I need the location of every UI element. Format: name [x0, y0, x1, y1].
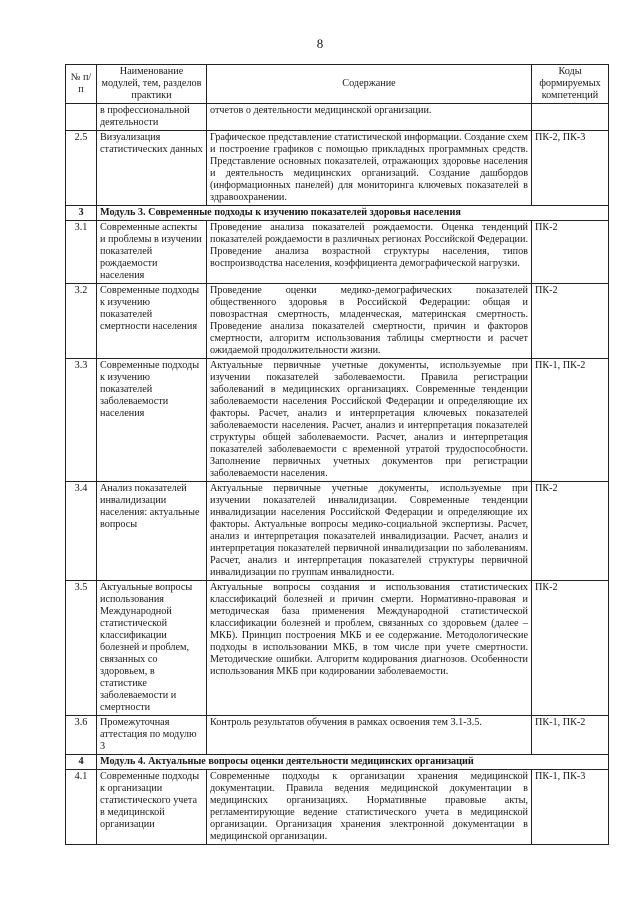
row-number: 3.5	[66, 581, 97, 716]
topic-content: Графическое представление статистической информации. Создание схем и построение графиков с помощью прикладных программных средств. Представление основных показателей, отражающих здоровье населения и деятельность медицинских организаций. Создание дашбордов (информационных панелей) для мониторинга ключевых показателей в здравоохранении.	[207, 131, 532, 206]
header-codes: Коды формируемых компетенций	[532, 65, 609, 104]
topic-name: в профессиональной деятельности	[97, 104, 207, 131]
topic-content: Современные подходы к организации хранения медицинской документации. Правила ведения медицинской документации в медицинских организациях. Нормативные правовые акты, регламентирующие ведение статистического учета в медицинской организации. Организация хранения электронной документации в медицинской организации.	[207, 770, 532, 845]
table-row	[66, 359, 609, 482]
topic-content: Контроль результатов обучения в рамках освоения тем 3.1-3.5.	[207, 716, 532, 755]
competency-codes: ПК-2, ПК-3	[532, 131, 609, 206]
page-number: 8	[316, 36, 324, 51]
topic-content: Актуальные первичные учетные документы, используемые при изучении показателей инвалидизации. Современные тенденции инвалидизации населения Российской Федерации и определяющие их факторы. Актуальные вопросы медико-социальной экспертизы. Расчет, анализ и интерпретация показателей инвалидизации. Расчет, анализ и интерпретация показателей первичной инвалидизации по заболеваниям. Расчет, анализ и интерпретация показателей структуры первичной инвалидизации по группам инвалидности.	[207, 482, 532, 581]
competency-codes	[532, 104, 609, 131]
topic-content: Проведение анализа показателей рождаемости. Оценка тенденций показателей рождаемости в различных регионах Российской Федерации. Проведение анализа возрастной структуры населения, типов воспроизводства населения, коэффициента демографической нагрузки.	[207, 221, 532, 284]
row-number: 3.3	[66, 359, 97, 482]
topic-name: Анализ показателей инвалидизации населения: актуальные вопросы	[97, 482, 207, 581]
table-row	[66, 104, 609, 131]
module-row	[66, 206, 609, 221]
row-number: 4.1	[66, 770, 97, 845]
table-row	[66, 581, 609, 716]
header-num: № п/п	[66, 65, 97, 104]
competency-codes: ПК-1, ПК-2	[532, 359, 609, 482]
topic-name: Современные аспекты и проблемы в изучении показателей рождаемости населения	[97, 221, 207, 284]
module-number: 4	[66, 755, 97, 770]
module-number: 3	[66, 206, 97, 221]
table-row	[66, 284, 609, 359]
topic-name: Современные подходы к изучению показателей смертности населения	[97, 284, 207, 359]
row-number: 3.6	[66, 716, 97, 755]
competency-codes: ПК-1, ПК-3	[532, 770, 609, 845]
row-number	[66, 104, 97, 131]
row-number: 3.4	[66, 482, 97, 581]
competency-codes: ПК-2	[532, 482, 609, 581]
topic-content: отчетов о деятельности медицинской организации.	[207, 104, 532, 131]
competency-codes: ПК-2	[532, 284, 609, 359]
topic-content: Актуальные вопросы создания и использования статистических классификаций болезней и причин смерти. Нормативно-правовая и методическая база применения Международной статистической классификации болезней и проблем, связанных со здоровьем (далее – МКБ). Принцип построения МКБ и ее содержание. Методологические подходы в использовании МКБ, в том числе при учете смертности. Методические ошибки. Алгоритм кодирования диагнозов. Особенности использования МКБ при кодировании заболеваемости.	[207, 581, 532, 716]
competency-codes: ПК-2	[532, 581, 609, 716]
table-body	[66, 104, 609, 845]
table-header-row	[66, 65, 609, 104]
module-title: Модуль 4. Актуальные вопросы оценки деятельности медицинских организаций	[97, 755, 609, 770]
topic-content: Актуальные первичные учетные документы, используемые при изучении показателей заболеваемости. Правила регистрации заболеваний в медицинских организациях. Современные тенденции заболеваемости населения Российской Федерации и определяющие их факторы. Расчет, анализ и интерпретация ключевых показателей заболеваемости населения. Расчет, анализ и интерпретация показателей структуры общей заболеваемости. Расчет, анализ и интерпретация показателей заболеваемости с временной утратой трудоспособности. Заполнение первичных учетных документов при регистрации заболеваемости населения.	[207, 359, 532, 482]
topic-name: Современные подходы к организации статистического учета в медицинской организации	[97, 770, 207, 845]
module-row	[66, 755, 609, 770]
topic-name: Современные подходы к изучению показателей заболеваемости населения	[97, 359, 207, 482]
table-row	[66, 716, 609, 755]
row-number: 2.5	[66, 131, 97, 206]
table-row	[66, 482, 609, 581]
topic-name: Промежуточная аттестация по модулю 3	[97, 716, 207, 755]
topic-content: Проведение оценки медико-демографических показателей общественного здоровья в Российской Федерации: общая и повозрастная смертность, младенческая, материнская смертность. Проведение анализа показателей смертности, причин и факторов смертности, алгоритм использования таблицы смертности и расчет ожидаемой продолжительности жизни.	[207, 284, 532, 359]
row-number: 3.2	[66, 284, 97, 359]
competency-codes: ПК-2	[532, 221, 609, 284]
table-row	[66, 770, 609, 845]
curriculum-table	[65, 64, 609, 845]
header-name: Наименование модулей, тем, разделов практики	[97, 65, 207, 104]
table-row	[66, 131, 609, 206]
table-row	[66, 221, 609, 284]
competency-codes: ПК-1, ПК-2	[532, 716, 609, 755]
row-number: 3.1	[66, 221, 97, 284]
topic-name: Визуализация статистических данных	[97, 131, 207, 206]
header-content: Содержание	[207, 65, 532, 104]
topic-name: Актуальные вопросы использования Международной статистической классификации болезней и проблем, связанных со здоровьем, в статистике заболеваемости и смертности	[97, 581, 207, 716]
module-title: Модуль 3. Современные подходы к изучению показателей здоровья населения	[97, 206, 609, 221]
